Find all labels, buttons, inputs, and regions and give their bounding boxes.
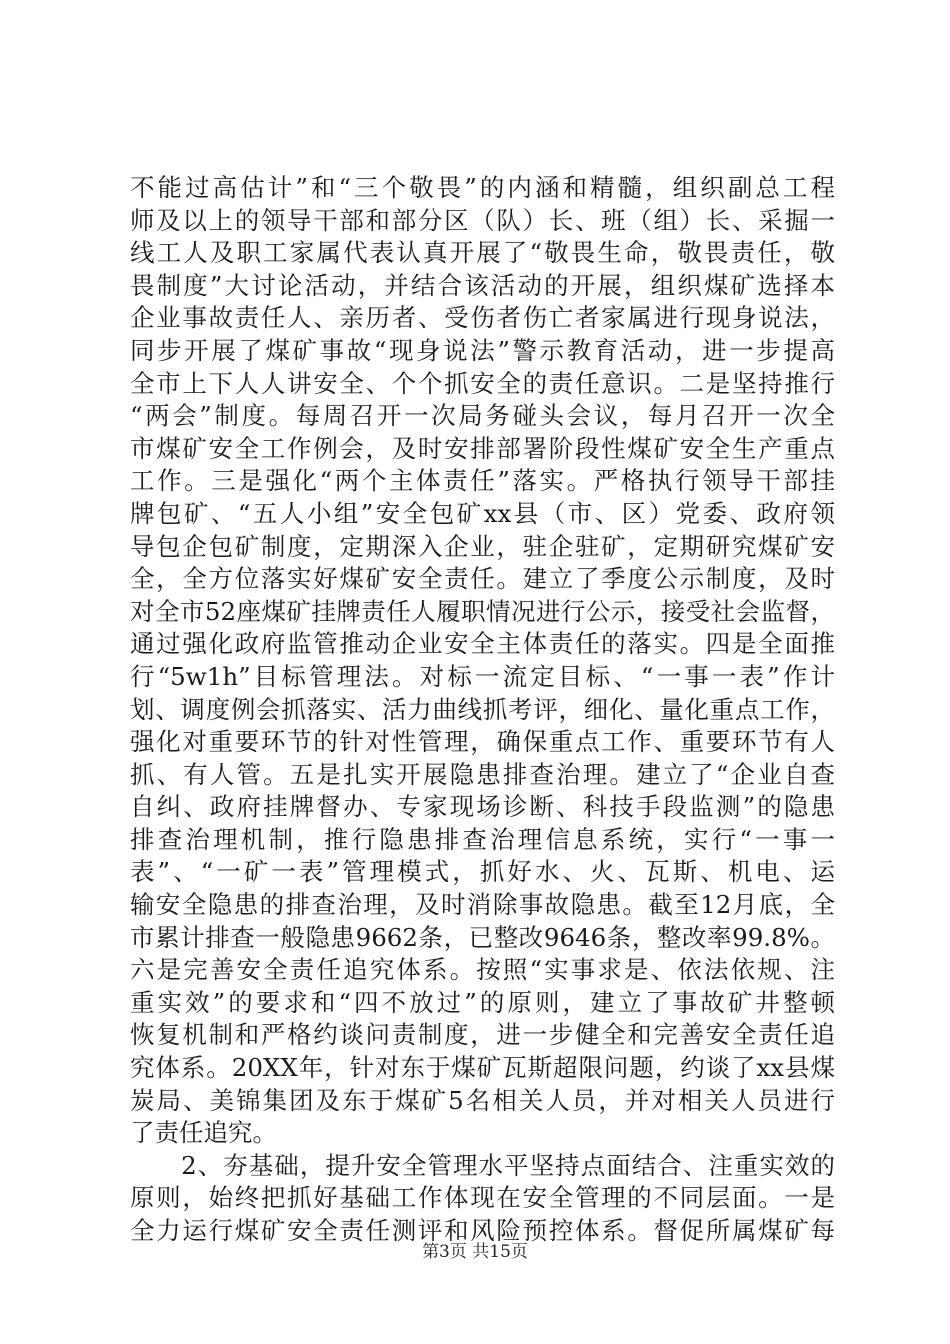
text-line: 工作。三是强化“两个主体责任”落实。严格执行领导干部挂: [130, 466, 835, 496]
text-line: 自纠、政府挂牌督办、专家现场诊断、科技手段监测”的隐患: [130, 792, 835, 822]
text-line: 原则，始终把抓好基础工作体现在安全管理的不同层面。一是: [130, 1183, 835, 1213]
text-line: 了责任追究。: [130, 1118, 277, 1148]
text-line: 牌包矿、“五人小组”安全包矿xx县（市、区）党委、政府领: [130, 498, 835, 528]
text-line: 抓、有人管。五是扎实开展隐患排查治理。建立了“企业自查: [130, 759, 835, 789]
text-line: 线工人及职工家属代表认真开展了“敬畏生命，敬畏责任，敬: [130, 238, 835, 268]
text-line: 输安全隐患的排查治理，及时消除事故隐患。截至12月底，全: [130, 890, 835, 920]
text-line: 市煤矿安全工作例会，及时安排部署阶段性煤矿安全生产重点: [130, 433, 835, 463]
text-line: 全力运行煤矿安全责任测评和风险预控体系。督促所属煤矿每: [130, 1216, 835, 1245]
text-line: 行“5w1h”目标管理法。对标一流定目标、“一事一表”作计: [130, 661, 835, 691]
text-line: 企业事故责任人、亲历者、受伤者伤亡者家属进行现身说法，: [130, 303, 835, 333]
text-line: 2、夯基础，提升安全管理水平坚持点面结合、注重实效的: [130, 1150, 835, 1180]
page-footer: 第3页 共15页: [422, 1242, 528, 1262]
text-line: 排查治理机制，推行隐患排查治理信息系统，实行“一事一: [130, 824, 835, 854]
text-line: 不能过高估计”和“三个敬畏”的内涵和精髓，组织副总工程: [130, 173, 835, 202]
text-line: 究体系。20XX年，针对东于煤矿瓦斯超限问题，约谈了xx县煤: [130, 1053, 835, 1083]
text-line: 恢复机制和严格约谈问责制度，进一步健全和完善安全责任追: [130, 1020, 835, 1050]
text-line: 全，全方位落实好煤矿安全责任。建立了季度公示制度，及时: [130, 564, 835, 594]
text-line: 划、调度例会抓落实、活力曲线抓考评，细化、量化重点工作，: [130, 694, 835, 724]
text-line: 畏制度”大讨论活动，并结合该活动的开展，组织煤矿选择本: [130, 270, 835, 300]
text-line: 师及以上的领导干部和部分区（队）长、班（组）长、采掘一: [130, 205, 835, 235]
text-line: 同步开展了煤矿事故“现身说法”警示教育活动，进一步提高: [130, 335, 835, 365]
text-line: 通过强化政府监管推动企业安全主体责任的落实。四是全面推: [130, 629, 835, 659]
body-text: [130, 172, 835, 1248]
text-line: 全市上下人人讲安全、个个抓安全的责任意识。二是坚持推行: [130, 368, 835, 398]
text-line: 市累计排查一般隐患9662条，已整改9646条，整改率99.8%。: [130, 922, 835, 952]
text-line: 重实效”的要求和“四不放过”的原则，建立了事故矿井整顿: [130, 987, 835, 1017]
text-line: “两会”制度。每周召开一次局务碰头会议，每月召开一次全: [130, 401, 835, 431]
text-line: 强化对重要环节的针对性管理，确保重点工作、重要环节有人: [130, 727, 835, 757]
text-line: 六是完善安全责任追究体系。按照“实事求是、依法依规、注: [130, 955, 835, 985]
text-line: 炭局、美锦集团及东于煤矿5名相关人员，并对相关人员进行: [130, 1085, 835, 1115]
text-line: 导包企包矿制度，定期深入企业，驻企驻矿，定期研究煤矿安: [130, 531, 835, 561]
text-line: 对全市52座煤矿挂牌责任人履职情况进行公示，接受社会监督，: [130, 596, 835, 626]
text-line: 表”、“一矿一表”管理模式，抓好水、火、瓦斯、机电、运: [130, 857, 835, 887]
